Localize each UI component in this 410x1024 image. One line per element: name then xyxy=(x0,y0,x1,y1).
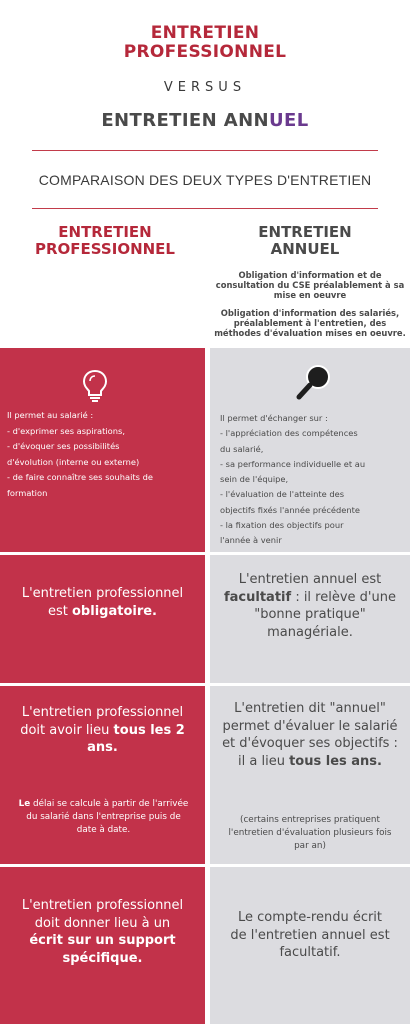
row2-right-cell xyxy=(210,555,410,683)
row2-left-plain: L'entretien professionnel est xyxy=(21,586,184,619)
row3-left-cell xyxy=(0,686,205,864)
row4-right-cell xyxy=(210,867,410,1024)
row1-left-text xyxy=(7,408,202,501)
column-header-right-line2: ANNUEL xyxy=(270,240,340,258)
list-item: formation xyxy=(7,487,48,498)
list-item: du salarié, xyxy=(220,443,264,454)
column-header-left-line1: ENTRETIEN xyxy=(58,223,152,241)
column-header-annuel xyxy=(210,224,400,258)
column-header-professionnel xyxy=(10,224,200,258)
list-item: - de faire connaître ses souhaits de xyxy=(7,472,153,482)
divider-top xyxy=(32,150,378,151)
list-item: objectifs fixés l'année précédente xyxy=(220,504,360,515)
annuel-title-main: ENTRETIEN ANN xyxy=(101,110,270,131)
list-item: - d'évoquer ses possibilités xyxy=(7,441,120,451)
row2-right-text xyxy=(222,571,398,641)
row3-left-note xyxy=(16,798,191,837)
row2-right-bold: facultatif xyxy=(224,589,292,605)
list-item: - l'appréciation des compétences xyxy=(220,428,358,439)
comparison-heading: COMPARAISON DES DEUX TYPES D'ENTRETIEN xyxy=(38,172,372,188)
list-item: d'évolution (interne ou externe) xyxy=(7,456,140,467)
row2-left-text xyxy=(20,585,185,620)
list-item: - l'évaluation de l'atteinte des xyxy=(220,489,345,500)
row1-right-text xyxy=(220,411,408,549)
list-item: - la fixation des objectifs pour xyxy=(220,520,344,531)
row1-left-cell xyxy=(0,348,205,552)
row3-right-cell xyxy=(210,686,410,864)
row3-left-text xyxy=(20,704,185,757)
divider-bottom xyxy=(32,208,378,209)
row4-left-text xyxy=(20,897,185,967)
list-item: l'année à venir xyxy=(220,535,282,546)
row3-left-bold: tous les 2 ans. xyxy=(87,722,185,755)
magnifier-icon xyxy=(294,362,334,406)
list-item: - sa performance individuelle et au xyxy=(220,458,366,469)
row1-right-intro: Il permet d'échanger sur : xyxy=(220,413,328,423)
annuel-title xyxy=(0,110,410,131)
lightbulb-icon xyxy=(80,368,110,408)
column-header-left-line2: PROFESSIONNEL xyxy=(35,240,175,258)
row3-left-plain: L'entretien professionnel doit avoir lieu xyxy=(20,705,184,738)
main-title xyxy=(0,24,410,62)
annuel-title-accent: UEL xyxy=(269,110,309,131)
column-header-right-line1: ENTRETIEN xyxy=(258,223,352,241)
row3-left-note-plain: délai se calcule à partir de l'arrivée du salarié dans l'entreprise puis de date à date. xyxy=(26,799,189,835)
row4-left-plain: L'entretien professionnel doit donner lieu à un xyxy=(21,898,184,931)
row3-right-note: (certains entreprises pratiquent l'entretien d'évaluation plusieurs fois par an) xyxy=(228,815,392,851)
versus-label: VERSUS xyxy=(163,80,247,95)
main-title-line1: ENTRETIEN xyxy=(150,23,260,43)
row2-right-post: : il relève d'une "bonne pratique" managériale. xyxy=(254,589,396,640)
note-salaries: Obligation d'information des salariés, préalablement à l'entretien, des méthodes d'évaluation mises en oeuvre. xyxy=(214,308,406,338)
row2-left-cell xyxy=(0,555,205,683)
row3-left-note-bold: Le xyxy=(18,799,31,809)
row1-left-intro: Il permet au salarié : xyxy=(7,410,94,420)
list-item: sein de l'équipe, xyxy=(220,474,289,485)
note-cse: Obligation d'information et de consultation du CSE préalablement à sa mise en oeuvre xyxy=(215,270,405,300)
row3-right-bold: tous les ans. xyxy=(289,753,382,769)
row4-right-text: Le compte-rendu écrit de l'entretien annuel est facultatif. xyxy=(230,910,390,960)
row2-left-bold: obligatoire. xyxy=(72,603,157,619)
row4-left-cell xyxy=(0,867,205,1024)
row1-right-cell xyxy=(210,348,410,552)
row3-right-text xyxy=(222,700,398,770)
main-title-line2: PROFESSIONNEL xyxy=(123,42,287,62)
row3-right-plain: L'entretien dit "annuel" permet d'évaluer le salarié et d'évoquer ses objectifs : il a lieu xyxy=(222,701,398,769)
row4-left-bold: écrit sur un support spécifique. xyxy=(29,933,176,966)
row2-right-pre: L'entretien annuel est xyxy=(238,572,382,587)
list-item: - d'exprimer ses aspirations, xyxy=(7,425,125,436)
